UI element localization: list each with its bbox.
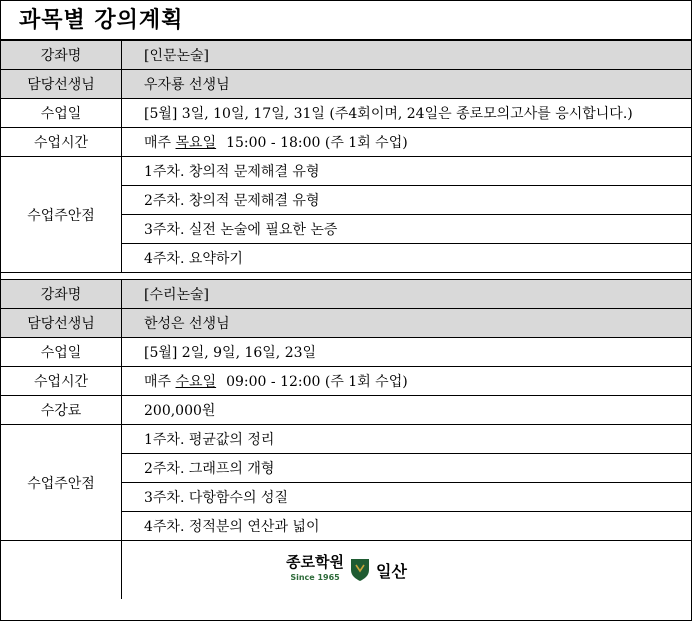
time-rest: 15:00 - 18:00 (주 1회 수업) <box>226 135 408 151</box>
logo-name: 종로학원 <box>286 553 345 571</box>
footer-blank <box>1 541 122 600</box>
page-title: 과목별 강의계획 <box>1 1 691 41</box>
time-prefix: 매주 <box>144 135 172 151</box>
course-row <box>1 41 691 70</box>
time-label: 수업시간 <box>1 367 122 396</box>
teacher-row <box>1 309 691 338</box>
topic-item: 3주차. 실전 논술에 필요한 논증 <box>122 215 692 244</box>
time-prefix: 매주 <box>144 374 172 390</box>
topic-row <box>1 425 691 454</box>
fee-label: 수강료 <box>1 396 122 425</box>
time-rest: 09:00 - 12:00 (주 1회 수업) <box>226 374 408 390</box>
time-row <box>1 128 691 157</box>
fee-row <box>1 396 691 425</box>
topics-label: 수업주안점 <box>1 157 122 273</box>
logo-city: 일산 <box>376 561 407 581</box>
footer-row <box>1 541 691 600</box>
logo-since: Since 1965 <box>290 573 340 582</box>
teacher-value: 우자룡 선생님 <box>122 70 692 99</box>
academy-logo <box>122 554 691 586</box>
time-value <box>122 367 692 396</box>
topic-item: 1주차. 평균값의 정리 <box>122 425 692 454</box>
course-table-humanities <box>1 41 691 280</box>
time-day: 수요일 <box>175 374 217 390</box>
topic-item: 4주차. 정적분의 연산과 넓이 <box>122 512 692 541</box>
course-value: [인문논술] <box>122 41 692 70</box>
topics-label: 수업주안점 <box>1 425 122 541</box>
dates-label: 수업일 <box>1 338 122 367</box>
time-label: 수업시간 <box>1 128 122 157</box>
dates-label: 수업일 <box>1 99 122 128</box>
teacher-label: 담당선생님 <box>1 309 122 338</box>
topic-item: 4주차. 요약하기 <box>122 244 692 273</box>
dates-row <box>1 338 691 367</box>
course-label: 강좌명 <box>1 41 122 70</box>
dates-value: [5월] 3일, 10일, 17일, 31일 (주4회이며, 24일은 종로모의고사를 응시합니다.) <box>122 99 692 128</box>
section-gap <box>1 273 691 280</box>
teacher-row <box>1 70 691 99</box>
dates-value: [5월] 2일, 9일, 16일, 23일 <box>122 338 692 367</box>
topic-item: 3주차. 다항함수의 성질 <box>122 483 692 512</box>
course-label: 강좌명 <box>1 280 122 309</box>
topic-item: 1주차. 창의적 문제해결 유형 <box>122 157 692 186</box>
course-table-math <box>1 280 691 599</box>
time-row <box>1 367 691 396</box>
teacher-label: 담당선생님 <box>1 70 122 99</box>
topic-item: 2주차. 그래프의 개형 <box>122 454 692 483</box>
shield-icon <box>350 558 370 582</box>
teacher-value: 한성은 선생님 <box>122 309 692 338</box>
dates-row <box>1 99 691 128</box>
topic-row <box>1 157 691 186</box>
time-value <box>122 128 692 157</box>
time-day: 목요일 <box>175 135 217 151</box>
course-row <box>1 280 691 309</box>
course-value: [수리논술] <box>122 280 692 309</box>
topic-item: 2주차. 창의적 문제해결 유형 <box>122 186 692 215</box>
footer-logo-cell <box>122 541 692 600</box>
fee-value: 200,000원 <box>122 396 692 425</box>
